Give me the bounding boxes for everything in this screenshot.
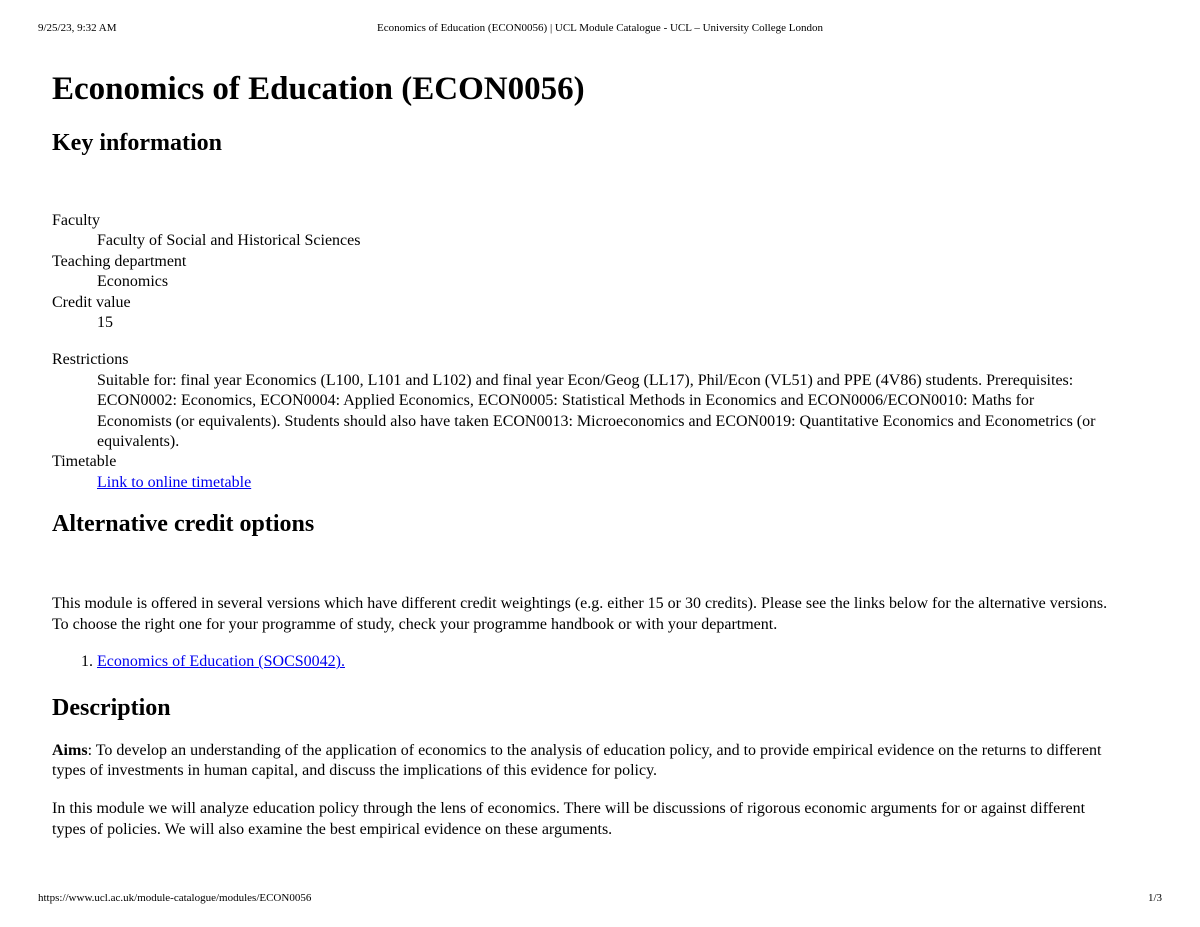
department-label: Teaching department	[52, 252, 187, 270]
alternative-module-link[interactable]: Economics of Education (SOCS0042).	[97, 653, 345, 671]
print-url: https://www.ucl.ac.uk/module-catalogue/modules/ECON0056	[38, 892, 312, 904]
page-number: 1/3	[1147, 892, 1162, 904]
credit-value-label: Credit value	[52, 293, 131, 311]
restrictions-label: Restrictions	[52, 351, 129, 369]
spacer	[52, 333, 1112, 350]
credit-value: 15	[97, 314, 113, 332]
print-footer	[38, 891, 1162, 905]
page-title: Economics of Education (ECON0056)	[52, 71, 585, 107]
alternative-credit-list	[52, 652, 1112, 672]
key-information-list	[52, 211, 1112, 493]
alternative-credit-intro: This module is offered in several versions which have different credit weightings (e.g. either 15 or 30 credits). Please see the links below for the alternative versions. To choose the right one for your programme of study, check your programme handbook or with your department.	[52, 595, 1108, 633]
faculty-label: Faculty	[52, 212, 100, 229]
print-datetime: 9/25/23, 9:32 AM	[38, 22, 117, 34]
department-value: Economics	[97, 273, 169, 291]
aims-text: : To develop an understanding of the application of economics to the analysis of education policy, and to provide empirical evidence on the returns to different types of investments in human capital, and discuss the implications of this evidence for policy.	[52, 741, 1102, 779]
restrictions-value: Suitable for: final year Economics (L100, L101 and L102) and final year Econ/Geog (LL17), Phil/Econ (VL51) and PPE (4V86) students. Prerequisites: ECON0002: Economics, ECON0004: Applied Economics, ECON0005: Statistical Methods in Economics and ECON0006/ECON0010: Maths for Economists (or equivalents). Students should also have taken ECON0013: Microeconomics and ECON0019: Quantitative Economics and Econometrics (or equivalents).	[97, 371, 1096, 451]
alternative-credit-heading: Alternative credit options	[52, 511, 315, 538]
timetable-label: Timetable	[52, 453, 117, 471]
faculty-value: Faculty of Social and Historical Sciences	[97, 232, 361, 250]
description-paragraph: In this module we will analyze education policy through the lens of economics. There will be discussions of rigorous economic arguments for or against different types of policies. We will also examine the best empirical evidence on these arguments.	[52, 800, 1086, 838]
list-item	[97, 652, 1112, 672]
description-aims	[52, 741, 1112, 782]
key-information-heading: Key information	[52, 130, 222, 156]
print-document-title: Economics of Education (ECON0056) | UCL Module Catalogue - UCL – University College London	[377, 22, 823, 34]
print-header	[38, 21, 1162, 35]
description-heading: Description	[52, 694, 171, 721]
timetable-value	[97, 473, 1112, 493]
module-content	[52, 66, 1112, 840]
timetable-link[interactable]: Link to online timetable	[97, 473, 252, 491]
aims-label: Aims	[52, 741, 88, 759]
